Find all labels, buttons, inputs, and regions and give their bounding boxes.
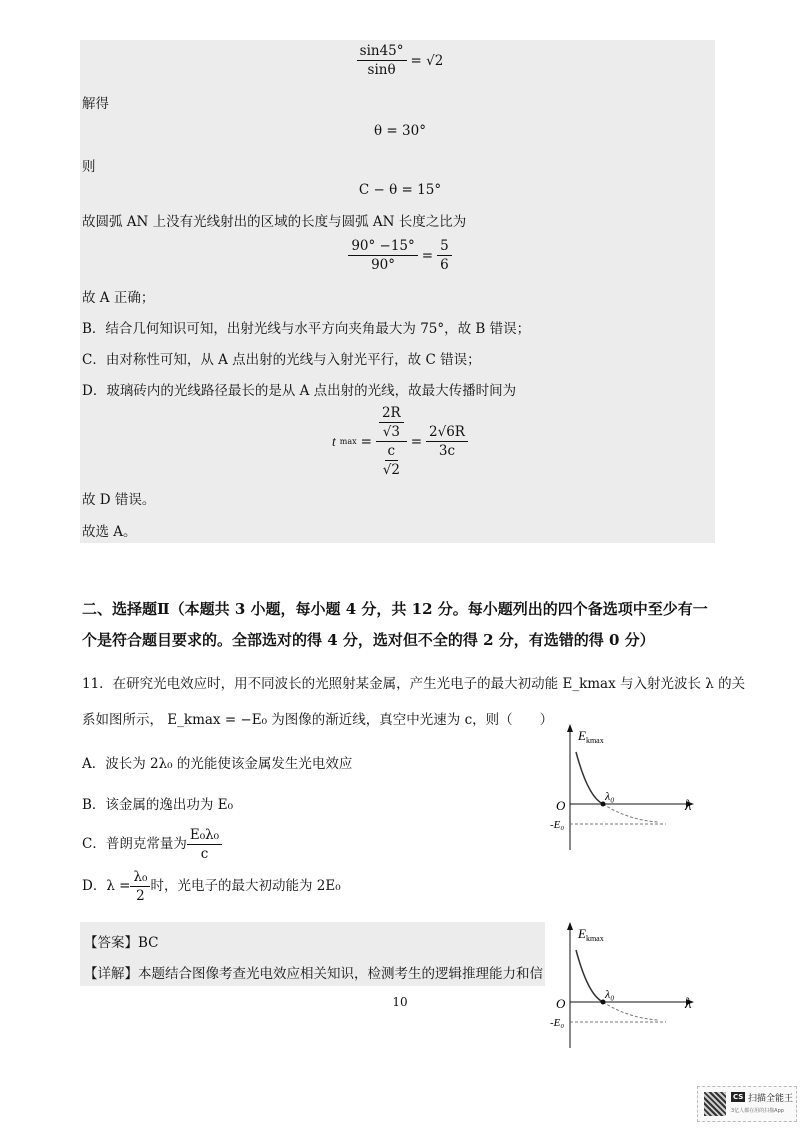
scanner-watermark: [697, 1086, 797, 1122]
x-label: λ: [685, 798, 692, 814]
x-label: λ: [685, 996, 692, 1012]
equation-snell: $\frac{\sin 45^\circ}{\sin\theta}$ = √2: [0, 42, 800, 79]
lambda0-label: λ₀: [605, 789, 615, 803]
text-a-correct: 故 A 正确；: [82, 290, 155, 306]
curve: [576, 950, 603, 1002]
answer-text: 【答案】BC: [84, 935, 159, 951]
brand-name: 扫描全能王: [748, 1094, 794, 1104]
question-stem-line1: 11．在研究光电效应时，用不同波长的光照射某金属，产生光电子的最大初动能 E_kmax 与入射光波长 λ 的关: [82, 676, 746, 692]
origin-label: O: [556, 798, 566, 813]
text-arc: 故圆弧 AN 上没有光线射出的区域的长度与圆弧 AN 长度之比为: [82, 214, 467, 230]
page-number: 10: [392, 995, 408, 1009]
text-d-wrong: 故 D 错误。: [82, 492, 156, 508]
text-ze: 则: [82, 159, 96, 175]
option-a: A．波长为 2λ₀ 的光能使该金属发生光电效应: [82, 756, 353, 772]
y-axis-arrow-icon: [567, 922, 573, 930]
text-d: D．玻璃砖内的光线路径最长的是从 A 点出射的光线，故最大传播时间为: [82, 383, 517, 399]
y-axis-arrow-icon: [567, 724, 573, 732]
y-label: $E_{kmax}$: [578, 926, 604, 943]
equation-tmax: t max = $\frac{\frac{2R}{√3}}{\frac{c}{√2}}$ = $\frac{2√6R}{3c}$: [0, 404, 800, 479]
text-select-a: 故选 A。: [82, 524, 137, 540]
curve-dashed: [603, 1002, 658, 1020]
option-d: D．λ = $\frac{\text{λ₀}}{2}$ 时，光电子的最大初动能为 2E₀: [82, 869, 341, 904]
cs-logo-icon: CS: [733, 1093, 744, 1101]
text-b: B．结合几何知识可知，出射光线与水平方向夹角最大为 75°，故 B 错误；: [82, 321, 531, 337]
detail-text: 【详解】本题结合图像考查光电效应相关知识，检测考生的逻辑推理能力和信: [84, 966, 543, 982]
graph-ekmax-lambda-1: [548, 722, 698, 852]
lambda0-label: λ₀: [605, 987, 615, 1001]
text-c: C．由对称性可知，从 A 点出射的光线与入射光平行，故 C 错误；: [82, 352, 481, 368]
section-heading-line1: 二、选择题Ⅱ（本题共 3 小题，每小题 4 分，共 12 分。每小题列出的四个备选项中至少有一: [82, 600, 708, 618]
equation-c-theta: C − θ = 15°: [358, 182, 442, 198]
qr-code-icon: [704, 1092, 726, 1116]
origin-label: O: [556, 996, 566, 1011]
equation-ratio: $\frac{90^\circ -15^\circ}{90^\circ}$ = $\frac{5}{6}$: [0, 237, 800, 274]
text-jiede: 解得: [82, 96, 109, 112]
asymptote-label: -E₀: [550, 1017, 565, 1029]
graph-1: [550, 724, 694, 850]
question-stem-line2: 系如图所示， E_kmax = −E₀ 为图像的渐近线，真空中光速为 c，则（ ）: [82, 712, 554, 728]
asymptote-label: -E₀: [550, 819, 565, 831]
option-b: B．该金属的逸出功为 E₀: [82, 797, 233, 813]
section-heading-line2: 个是符合题目要求的。全部选对的得 4 分，选对但不全的得 2 分，有选错的得 0 分）: [82, 631, 655, 649]
option-c: C．普朗克常量为 $\frac{\text{E₀λ₀}}{c}$: [82, 826, 222, 863]
graph-ekmax-lambda-2: [548, 920, 698, 1050]
brand-tagline: 3亿人都在用的扫描App: [731, 1108, 784, 1114]
equation-theta: θ = 30°: [374, 123, 426, 139]
y-label: $E_{kmax}$: [578, 728, 604, 745]
curve: [576, 752, 603, 804]
curve-dashed: [603, 804, 658, 822]
